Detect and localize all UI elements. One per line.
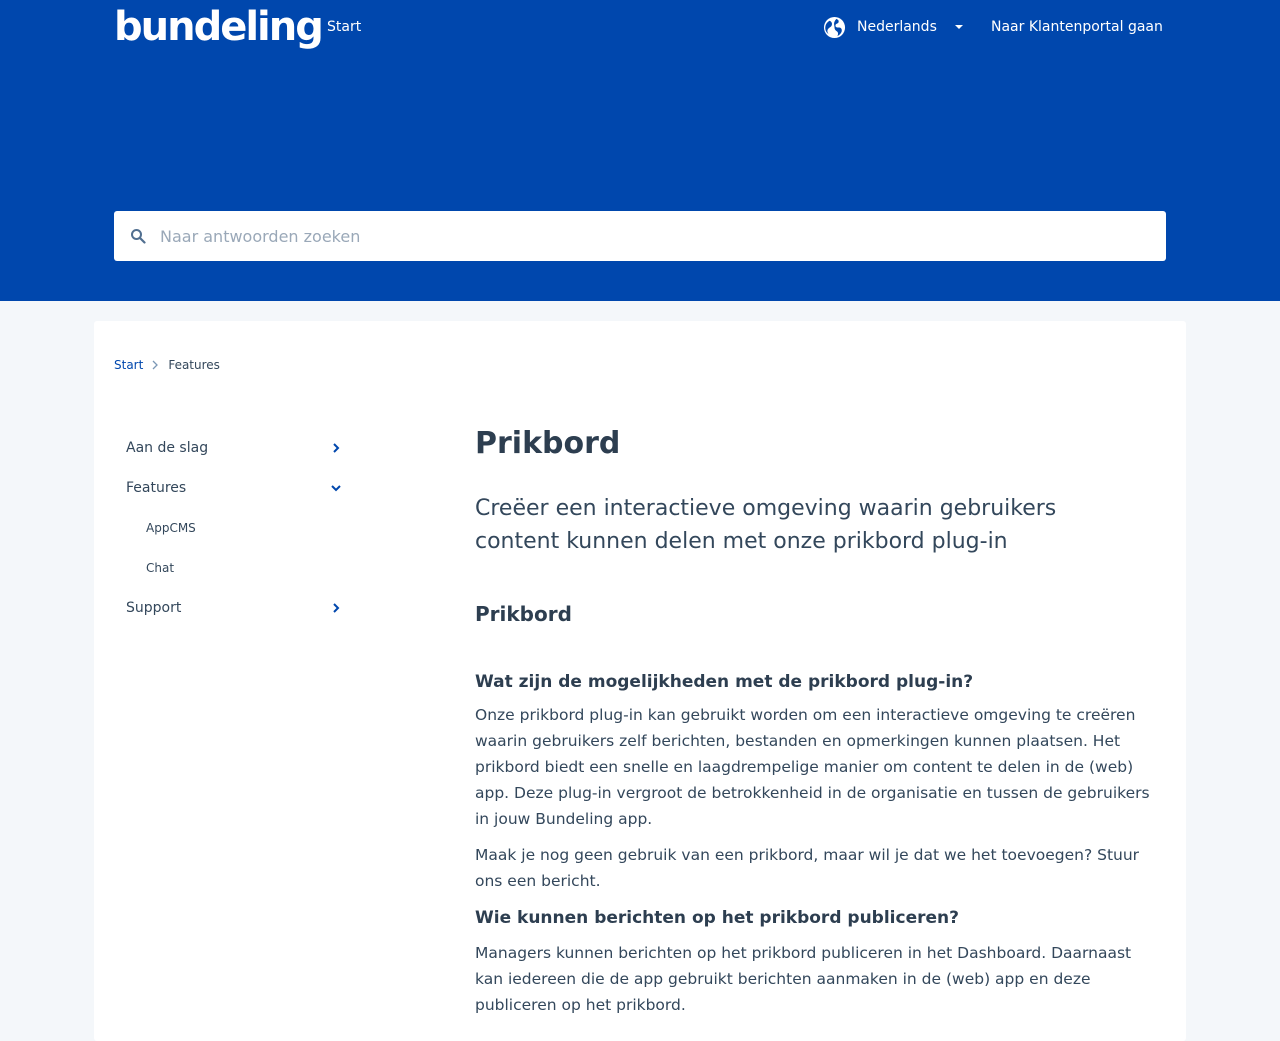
- section-heading: Prikbord: [475, 602, 572, 626]
- article-body: [475, 426, 1155, 1018]
- nav-link-start[interactable]: Start: [327, 19, 362, 35]
- question-heading-possibilities: Wat zijn de mogelijkheden met de prikbord plug-in?: [475, 672, 974, 692]
- chevron-right-icon: [330, 602, 342, 614]
- search-icon: [130, 228, 146, 244]
- category-sidebar: [114, 428, 350, 628]
- globe-icon: [823, 16, 846, 39]
- bundeling-logo[interactable]: bundeling: [114, 4, 322, 50]
- sidebar-item-label: Features: [126, 480, 187, 496]
- content-card: [94, 321, 1186, 1041]
- caret-down-icon: [955, 25, 963, 29]
- sidebar-item-features[interactable]: [114, 468, 350, 508]
- chevron-right-icon: [330, 442, 342, 454]
- sidebar-subitem-chat[interactable]: Chat: [146, 561, 175, 575]
- sidebar-item-label: Aan de slag: [126, 440, 209, 456]
- language-selector[interactable]: [823, 15, 963, 39]
- customer-portal-link[interactable]: Naar Klantenportal gaan: [991, 19, 1163, 35]
- sidebar-item-label: Support: [126, 600, 182, 616]
- sidebar-item-support[interactable]: [114, 588, 350, 628]
- chevron-right-icon: [151, 360, 159, 370]
- question-heading-publishers: Wie kunnen berichten op het prikbord publiceren?: [475, 908, 959, 928]
- sidebar-item-aan-de-slag[interactable]: [114, 428, 350, 468]
- breadcrumb: [114, 357, 220, 373]
- article-subtitle: Creëer een interactieve omgeving waarin gebruikers content kunnen delen met onze prikbord plug-in: [475, 496, 1057, 554]
- article-title: Prikbord: [475, 426, 621, 461]
- paragraph-possibilities: Onze prikbord plug-in kan gebruikt worden om een interactieve omgeving te creëren waarin gebruikers zelf berichten, bestanden en opmerkingen kunnen plaatsen. Het prikbord biedt een snelle en laagdrempelige manier om content te delen in de (web) app. Deze plug-in vergroot de betrokkenheid in de organisatie en tussen de gebruikers in jouw Bundeling app.: [475, 706, 1150, 828]
- search-box[interactable]: [114, 211, 1166, 261]
- language-label: Nederlands: [857, 19, 937, 35]
- paragraph-publishers: Managers kunnen berichten op het prikbord publiceren in het Dashboard. Daarnaast kan iedereen die de app gebruikt berichten aanmaken in de (web) app en deze publiceren op het prikbord.: [475, 944, 1132, 1014]
- breadcrumb-home-link[interactable]: Start: [114, 358, 144, 372]
- breadcrumb-current: Features: [168, 358, 220, 372]
- search-input[interactable]: [158, 216, 1138, 256]
- sidebar-subitem-appcms[interactable]: AppCMS: [146, 521, 196, 535]
- chevron-down-icon: [330, 482, 342, 494]
- header-banner: [0, 0, 1280, 301]
- paragraph-request: Maak je nog geen gebruik van een prikbord, maar wil je dat we het toevoegen? Stuur ons een bericht.: [475, 846, 1140, 890]
